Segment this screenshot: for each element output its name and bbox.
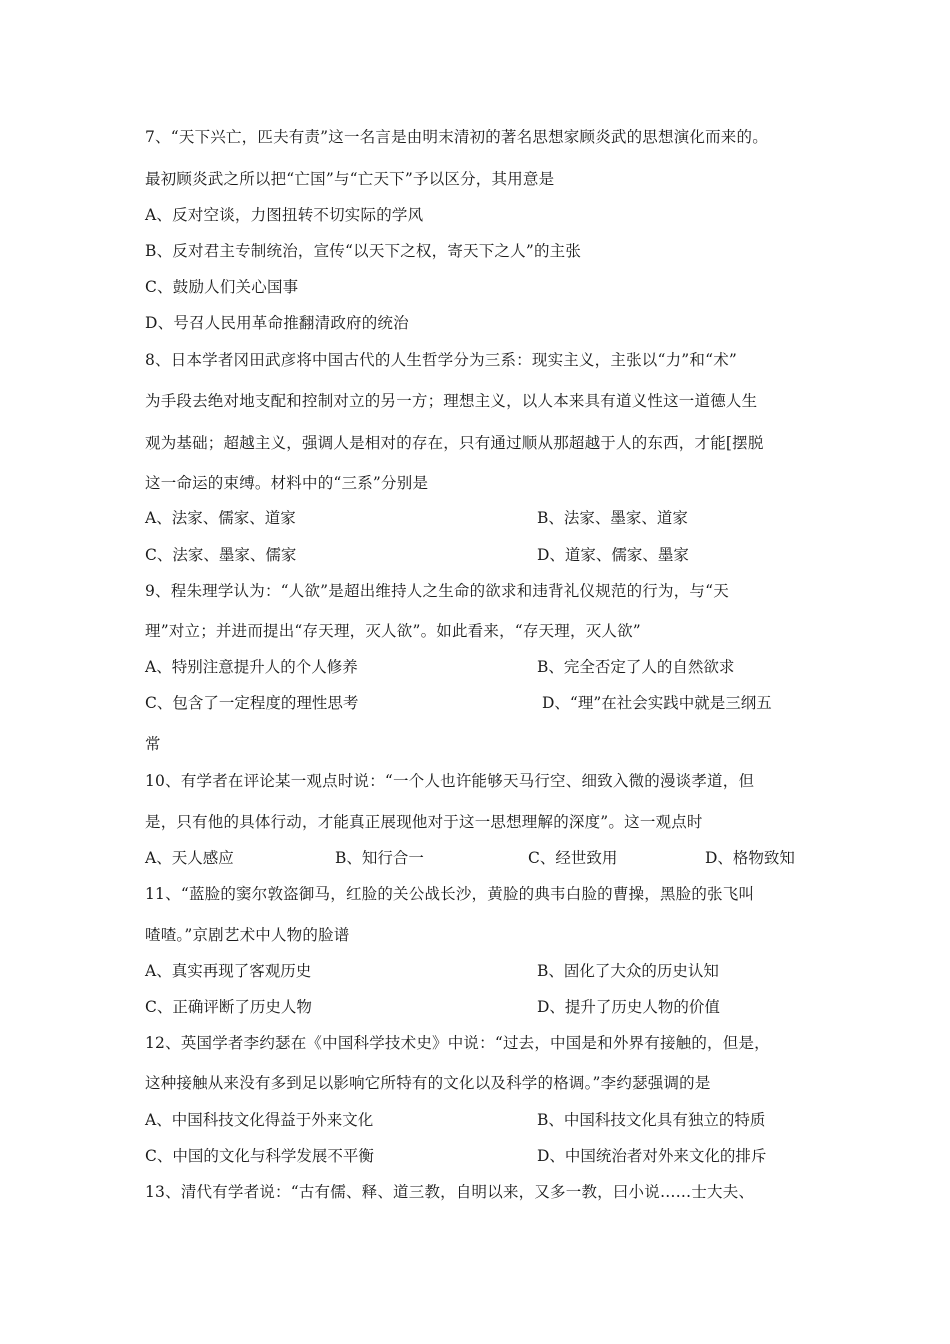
question-12-option-c: C、中国的文化与科学发展不平衡 xyxy=(145,1147,374,1165)
question-12-stem-line-2: 这种接触从来没有多到足以影响它所特有的文化以及科学的格调。”李约瑟强调的是 xyxy=(145,1074,711,1092)
question-7-option-c: C、鼓励人们关心国事 xyxy=(145,278,299,296)
question-9-option-d-continued: 常 xyxy=(145,735,161,753)
question-8-option-a: A、法家、儒家、道家 xyxy=(145,509,296,527)
question-11-option-d: D、提升了历史人物的价值 xyxy=(537,998,720,1016)
question-9-stem-line-1: 9、程朱理学认为：“人欲”是超出维持人之生命的欲求和违背礼仪规范的行为，与“天 xyxy=(145,582,729,600)
question-10-stem-line-2: 是，只有他的具体行动，才能真正展现他对于这一思想理解的深度”。这一观点时 xyxy=(145,813,703,831)
question-11-option-b: B、固化了大众的历史认知 xyxy=(537,962,719,980)
question-8-option-d: D、道家、儒家、墨家 xyxy=(537,546,689,564)
question-11-option-a: A、真实再现了客观历史 xyxy=(145,962,312,980)
question-10-option-c: C、经世致用 xyxy=(528,849,618,867)
question-12-option-d: D、中国统治者对外来文化的排斥 xyxy=(537,1147,767,1165)
question-7-option-b: B、反对君主专制统治，宣传“以天下之权，寄天下之人”的主张 xyxy=(145,242,582,260)
question-9-option-b: B、完全否定了人的自然欲求 xyxy=(537,658,735,676)
question-10-stem-line-1: 10、有学者在评论某一观点时说：“一个人也许能够天马行空、细致入微的漫谈孝道，但 xyxy=(145,772,755,790)
question-10-option-d: D、格物致知 xyxy=(705,849,795,867)
question-8-stem-line-4: 这一命运的束缚。材料中的“三系”分别是 xyxy=(145,474,429,492)
question-8-stem-line-2: 为手段去绝对地支配和控制对立的另一方；理想主义，以人本来具有道义性这一道德人生 xyxy=(145,392,758,410)
question-8-stem-line-1: 8、日本学者冈田武彦将中国古代的人生哲学分为三系：现实主义，主张以“力”和“术” xyxy=(145,351,738,369)
question-9-option-c: C、包含了一定程度的理性思考 xyxy=(145,694,359,712)
question-8-option-b: B、法家、墨家、道家 xyxy=(537,509,688,527)
question-7-stem-line-1: 7、“天下兴亡，匹夫有责”这一名言是由明末清初的著名思想家顾炎武的思想演化而来的。 xyxy=(145,128,768,146)
question-8-option-c: C、法家、墨家、儒家 xyxy=(145,546,297,564)
question-7-stem-line-2: 最初顾炎武之所以把“亡国”与“亡天下”予以区分，其用意是 xyxy=(145,170,555,188)
question-9-option-a: A、特别注意提升人的个人修养 xyxy=(145,658,358,676)
question-10-option-a: A、天人感应 xyxy=(145,849,234,867)
question-11-stem-line-2: 喳喳。”京剧艺术中人物的脸谱 xyxy=(145,926,350,944)
question-12-stem-line-1: 12、英国学者李约瑟在《中国科学技术史》中说：“过去，中国是和外界有接触的，但是， xyxy=(145,1034,770,1052)
question-12-option-a: A、中国科技文化得益于外来文化 xyxy=(145,1111,374,1129)
question-9-option-d: D、“理”在社会实践中就是三纲五 xyxy=(542,694,772,712)
question-12-option-b: B、中国科技文化具有独立的特质 xyxy=(537,1111,766,1129)
question-13-stem-line-1: 13、清代有学者说：“古有儒、释、道三教，自明以来，又多一教，曰小说……士大夫、 xyxy=(145,1183,755,1201)
question-7-option-a: A、反对空谈，力图扭转不切实际的学风 xyxy=(145,206,424,224)
question-7-option-d: D、号召人民用革命推翻清政府的统治 xyxy=(145,314,409,332)
question-10-option-b: B、知行合一 xyxy=(335,849,424,867)
question-11-option-c: C、正确评断了历史人物 xyxy=(145,998,312,1016)
question-11-stem-line-1: 11、“蓝脸的窦尔敦盗御马，红脸的关公战长沙，黄脸的典韦白脸的曹操，黑脸的张飞叫 xyxy=(145,885,755,903)
question-8-stem-line-3: 观为基础；超越主义，强调人是相对的存在，只有通过顺从那超越于人的东西，才能[摆脱 xyxy=(145,434,764,452)
question-9-stem-line-2: 理”对立；并进而提出“存天理，灭人欲”。如此看来，“存天理，灭人欲” xyxy=(145,622,641,640)
